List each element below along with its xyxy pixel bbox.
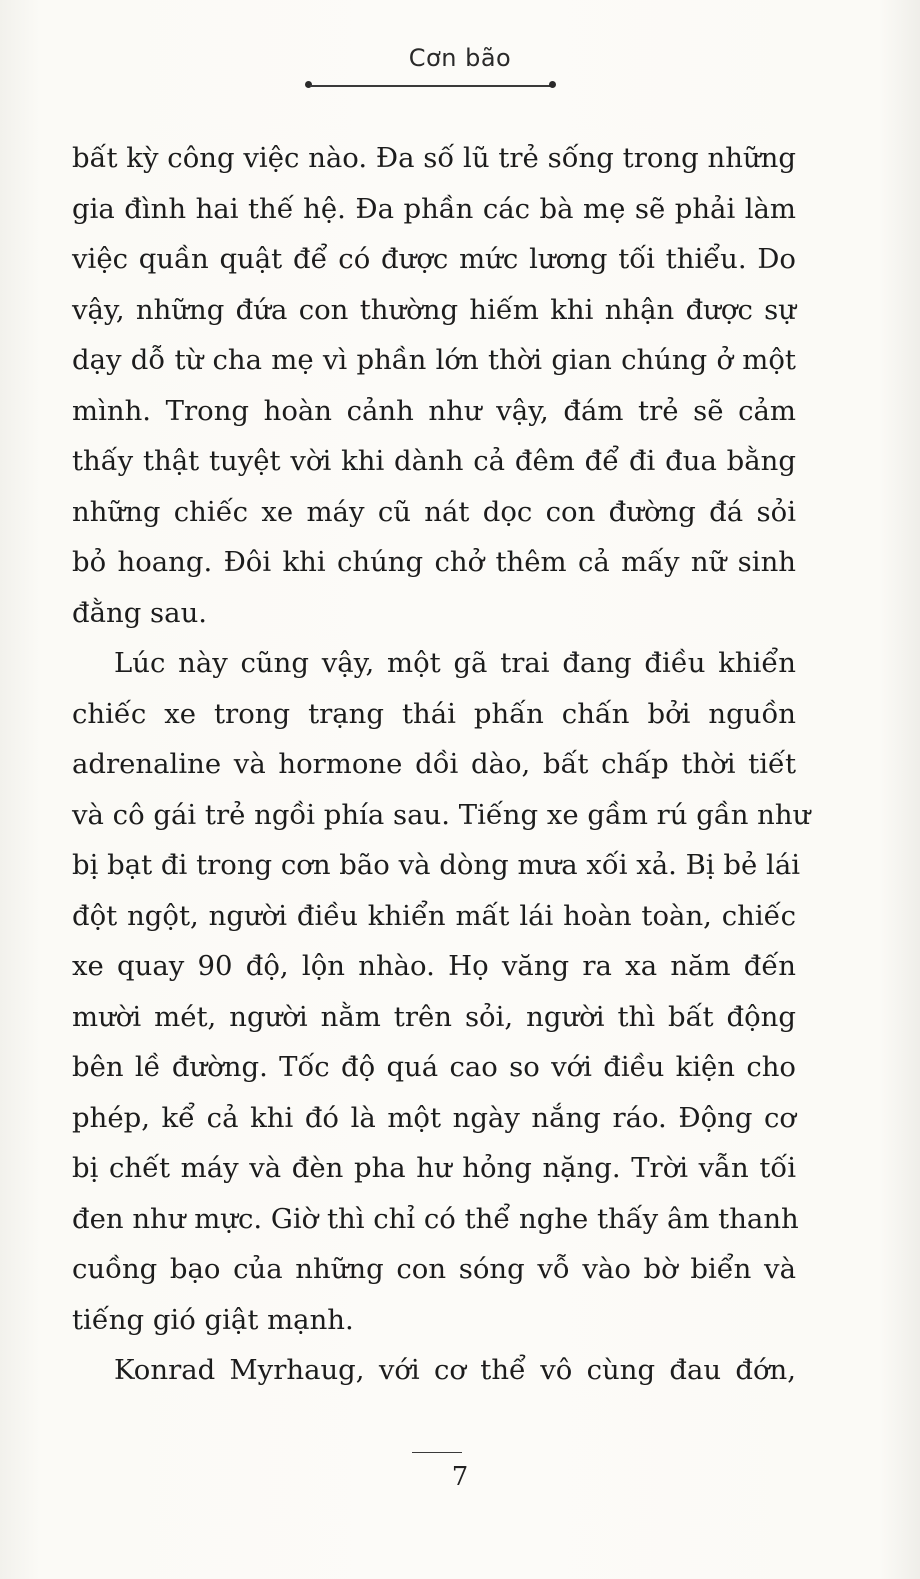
text-line: Lúc này cũng vậy, một gã trai đang điều khiển [114, 647, 796, 679]
text-line: đằng sau. [72, 596, 208, 629]
text-line: cuồng bạo của những con sóng vỗ vào bờ biển và [72, 1253, 796, 1285]
text-line: xe quay 90 độ, lộn nhào. Họ văng ra xa năm đến [72, 950, 796, 982]
text-line: bất kỳ công việc nào. Đa số lũ trẻ sống trong những [72, 142, 796, 174]
text-line: tiếng gió giật mạnh. [72, 1303, 354, 1336]
text-line: gia đình hai thế hệ. Đa phần các bà mẹ sẽ phải làm [72, 192, 796, 225]
text-line: và cô gái trẻ ngồi phía sau. Tiếng xe gầm rú gần như [72, 798, 811, 831]
text-line: chiếc xe trong trạng thái phấn chấn bởi nguồn [72, 697, 796, 730]
text-line: mười mét, người nằm trên sỏi, người thì bất động [72, 1000, 796, 1033]
text-line: bên lề đường. Tốc độ quá cao so với điều kiện cho [72, 1051, 796, 1083]
body-text [72, 133, 811, 1396]
header-rule [310, 85, 554, 87]
text-line: việc quần quật để có được mức lương tối thiểu. Do [72, 243, 796, 275]
text-line: dạy dỗ từ cha mẹ vì phần lớn thời gian chúng ở một [72, 344, 796, 376]
text-line: đột ngột, người điều khiển mất lái hoàn toàn, chiếc [72, 899, 796, 932]
running-header: Cơn bão [408, 44, 512, 72]
text-line: thấy thật tuyệt vời khi dành cả đêm để đi đua bằng [72, 445, 796, 477]
text-line: những chiếc xe máy cũ nát dọc con đường đá sỏi [72, 495, 796, 528]
text-line: Konrad Myrhaug, với cơ thể vô cùng đau đớn, [114, 1354, 796, 1386]
paragraph-3 [72, 1345, 796, 1396]
text-line: bị bạt đi trong cơn bão và dòng mưa xối xả. Bị bẻ lái [72, 849, 801, 881]
header-rule-right-dot [549, 81, 556, 88]
text-line: bỏ hoang. Đôi khi chúng chở thêm cả mấy nữ sinh [72, 546, 796, 578]
text-line: phép, kể cả khi đó là một ngày nắng ráo. Động cơ [72, 1101, 796, 1134]
text-line: vậy, những đứa con thường hiếm khi nhận được sự [72, 293, 796, 326]
text-line: bị chết máy và đèn pha hư hỏng nặng. Trời vẫn tối [72, 1152, 796, 1184]
page-number: 7 [451, 1462, 469, 1492]
text-line: mình. Trong hoàn cảnh như vậy, đám trẻ sẽ cảm [72, 394, 796, 427]
text-line: đen như mực. Giờ thì chỉ có thể nghe thấy âm thanh [72, 1202, 799, 1235]
paragraph-1 [72, 133, 796, 638]
text-line: adrenaline và hormone dồi dào, bất chấp thời tiết [72, 748, 796, 780]
footer-rule [412, 1452, 462, 1453]
paragraph-2 [72, 638, 811, 1345]
